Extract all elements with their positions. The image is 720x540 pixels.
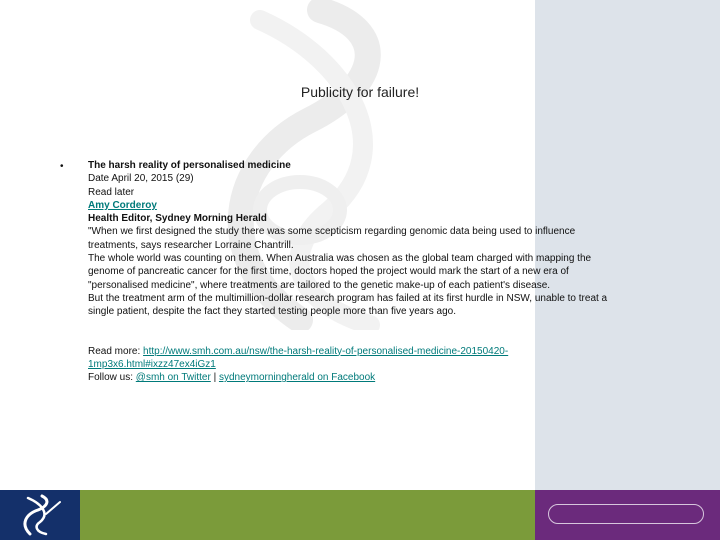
link-separator: |: [210, 372, 219, 384]
footer-navy-block: [0, 490, 80, 540]
paragraph-line: genome of pancreatic cancer for the first time, doctors hoped the project would mark the start of a new era of: [88, 266, 569, 278]
facebook-link[interactable]: sydneymorningherald on Facebook: [218, 372, 376, 384]
paragraph-line: single patient, despite the fact they started testing people more than five years ago.: [88, 306, 457, 318]
twitter-link[interactable]: @smh on Twitter: [135, 372, 211, 384]
footer-outline-field: [548, 504, 704, 524]
paragraph-line: treatments, says researcher Lorraine Chantrill.: [88, 239, 294, 251]
follow-label: Follow us:: [88, 372, 136, 384]
footer-green-block: [80, 490, 535, 540]
paragraph-line: "personalised medicine", where treatments are tailored to the genetic make-up of each patient's disease.: [88, 279, 551, 291]
slide-title: Publicity for failure!: [300, 84, 420, 100]
article-date: Date April 20, 2015 (29): [88, 173, 194, 185]
paragraph-line: But the treatment arm of the multimillion-dollar research program has failed at its first hurdle in NSW, unable to treat a: [88, 292, 608, 304]
read-more-label: Read more:: [88, 345, 144, 357]
article-excerpt: [88, 159, 673, 384]
dna-helix-logo-icon: [16, 494, 64, 536]
paragraph-line: The whole world was counting on them. When Australia was chosen as the global team charged with mapping the: [88, 253, 592, 265]
read-more-link-continued[interactable]: 1mp3x6.html#ixzz47ex4iGz1: [88, 358, 216, 370]
author-link[interactable]: Amy Corderoy: [88, 199, 157, 211]
bullet-marker: •: [60, 161, 64, 172]
paragraph-line: "When we first designed the study there was some scepticism regarding genomic data being used to influence: [88, 226, 576, 238]
read-later-text: Read later: [88, 186, 135, 198]
article-headline: The harsh reality of personalised medicine: [88, 160, 291, 171]
read-more-link[interactable]: http://www.smh.com.au/nsw/the-harsh-reality-of-personalised-medicine-20150420-: [143, 345, 509, 357]
author-title: Health Editor, Sydney Morning Herald: [88, 213, 267, 225]
